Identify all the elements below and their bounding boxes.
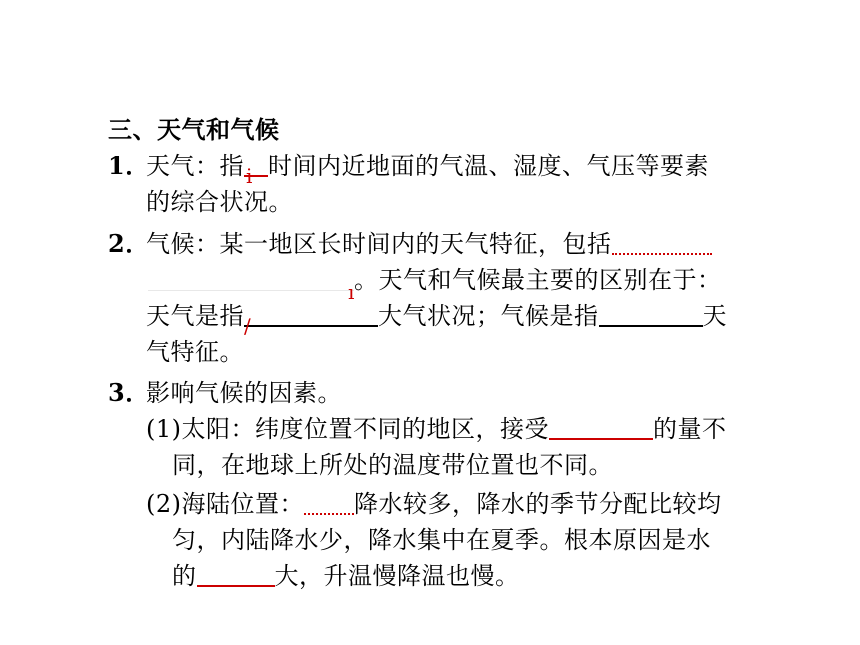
item-3-sub-2-text-3-post: 大，升温慢降温也慢。 xyxy=(274,562,520,590)
item-1-line-2 xyxy=(146,184,293,220)
item-2-line-3 xyxy=(146,298,727,338)
item-1-text-post: 时间内近地面的气温、湿度、气压等要素 xyxy=(268,152,709,180)
item-3-sub-2-line-1 xyxy=(146,486,722,522)
item-2-text-2: 。天气和气候最主要的区别在于： xyxy=(354,266,722,294)
item-2-line-1 xyxy=(108,226,712,262)
item-3-sub-2-line-3 xyxy=(172,558,520,594)
item-3-sub-1-text-post: 的量不 xyxy=(653,415,727,443)
item-1-line-1 xyxy=(108,148,709,188)
item-2-text-3-pre: 天气是指 xyxy=(146,302,244,330)
item-2-line-2 xyxy=(146,262,722,304)
item-2-text-3-post: 天 xyxy=(702,302,727,330)
item-3-text-1: 影响气候的因素。 xyxy=(146,379,342,407)
item-2-text-4: 气特征。 xyxy=(146,338,244,366)
item-2-number: 2． xyxy=(108,229,150,258)
item-1-text-cont: 的综合状况。 xyxy=(146,188,293,216)
item-2-blank-2: ∕ xyxy=(244,299,378,327)
item-2-text-3-mid: 大气状况；气候是指 xyxy=(378,302,599,330)
item-3-sub-2-text-cont: 匀，内陆降水少，降水集中在夏季。根本原因是水 xyxy=(172,526,711,554)
item-3-sub-2-text-pre: (2)海陆位置： xyxy=(146,490,304,518)
item-3-sub-1-text-pre: (1)太阳：纬度位置不同的地区，接受 xyxy=(146,415,549,443)
item-3-sub-2-blank-2 xyxy=(197,559,275,587)
item-2-text-1: 气候：某一地区长时间内的天气特征，包括 xyxy=(146,230,612,258)
item-1-number: 1． xyxy=(108,151,150,180)
section-title: 三、天气和气候 xyxy=(108,115,280,144)
item-1-blank: i xyxy=(244,149,268,177)
item-3-sub-1-line-1 xyxy=(146,411,727,447)
item-3-sub-1-text-cont: 同，在地球上所处的温度带位置也不同。 xyxy=(172,451,613,479)
item-2-blank-3 xyxy=(599,299,703,327)
item-3-sub-2-text-post: 降水较多，降水的季节分配比较均 xyxy=(354,490,722,518)
item-2-blank-1 xyxy=(612,227,712,255)
item-2-line-4 xyxy=(146,334,244,370)
item-3-sub-1-blank xyxy=(549,412,653,440)
item-3-sub-2-line-2 xyxy=(172,522,711,558)
item-3-sub-2-text-3-pre: 的 xyxy=(172,562,197,590)
item-3-line-1 xyxy=(108,375,342,411)
item-2-blank-1-end: ı xyxy=(348,280,355,304)
item-3-number: 3． xyxy=(108,378,150,407)
item-1-text-pre: 天气：指 xyxy=(146,152,244,180)
item-3-sub-2-blank-1 xyxy=(304,487,354,515)
item-3-sub-1-line-2 xyxy=(172,447,613,483)
